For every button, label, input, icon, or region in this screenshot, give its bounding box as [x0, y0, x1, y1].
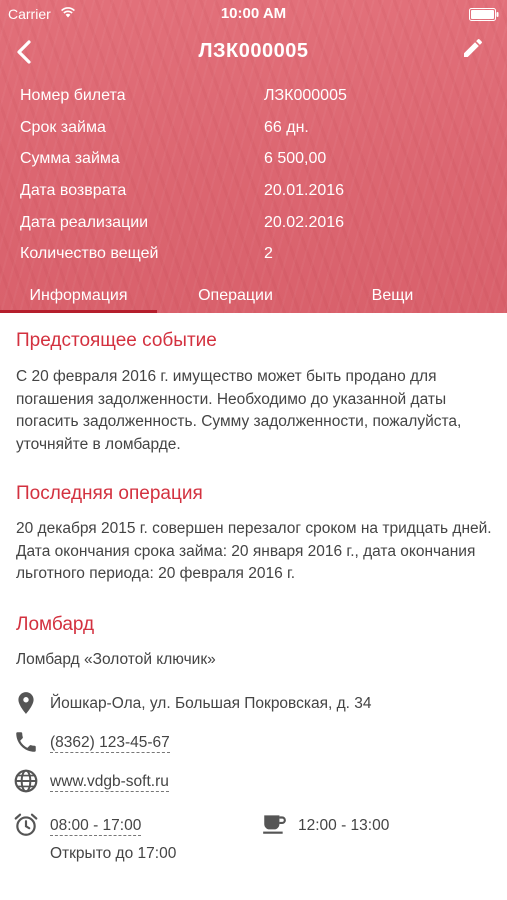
- lunch-break-hours: 12:00 - 13:00: [298, 817, 390, 834]
- detail-label: Дата возврата: [20, 182, 127, 200]
- status-time: 10:00 AM: [220, 5, 287, 22]
- tab-operations[interactable]: Операции: [198, 287, 273, 304]
- alarm-clock-icon: [13, 812, 39, 838]
- globe-icon: [13, 768, 39, 794]
- pawnshop-address: Йошкар-Ола, ул. Большая Покровская, д. 34: [50, 695, 372, 712]
- page-title: ЛЗК000005: [198, 40, 309, 62]
- phone-icon: [13, 729, 39, 755]
- detail-row-items-count: [20, 242, 490, 274]
- ticket-details: [20, 84, 490, 274]
- pawnshop-title: Ломбард: [16, 614, 95, 635]
- battery-icon: [469, 8, 499, 21]
- tab-items[interactable]: Вещи: [371, 287, 414, 304]
- ticket-header: [0, 0, 507, 313]
- detail-row-loan-term: [20, 116, 490, 148]
- selected-tab-indicator: [0, 310, 157, 313]
- detail-row-sale-date: [20, 211, 490, 243]
- detail-value: ЛЗК000005: [264, 87, 347, 104]
- detail-label: Дата реализации: [20, 213, 149, 231]
- location-pin-icon: [13, 690, 39, 716]
- detail-label: Количество вещей: [20, 245, 159, 263]
- detail-value: 66 дн.: [264, 118, 309, 136]
- pencil-icon[interactable]: [461, 36, 485, 60]
- detail-label: Сумма займа: [20, 150, 120, 168]
- detail-value: 20.01.2016: [264, 182, 345, 200]
- open-status: Открыто до 17:00: [50, 845, 177, 862]
- last-operation-text: 20 декабря 2015 г. совершен перезалог сроком на тридцать дней. Дата окончания срока займа: 20 января 2016 г., дата окончания льготного периода: 20 февраля 2016 г.: [16, 520, 492, 582]
- tab-information[interactable]: Информация: [29, 287, 128, 304]
- pawnshop-website-link[interactable]: www.vdgb-soft.ru: [50, 773, 169, 790]
- detail-row-ticket-number: [20, 84, 490, 116]
- carrier-label: Carrier: [8, 6, 51, 22]
- detail-value: 20.02.2016: [264, 213, 345, 231]
- detail-value: 6 500,00: [264, 150, 327, 168]
- detail-row-return-date: [20, 179, 490, 211]
- upcoming-event-title: Предстоящее событие: [16, 330, 217, 351]
- status-bar: [0, 0, 507, 28]
- detail-label: Номер билета: [20, 87, 126, 104]
- pawnshop-name: Ломбард «Золотой ключик»: [16, 651, 216, 668]
- detail-label: Срок займа: [20, 118, 106, 136]
- detail-value: 2: [264, 245, 273, 263]
- tab-bar: [0, 283, 507, 313]
- pawnshop-phone-link[interactable]: (8362) 123-45-67: [50, 734, 170, 751]
- detail-row-loan-amount: [20, 147, 490, 179]
- working-hours[interactable]: 08:00 - 17:00: [50, 817, 142, 834]
- last-operation-title: Последняя операция: [16, 483, 203, 504]
- coffee-cup-icon: [261, 811, 287, 837]
- upcoming-event-text: С 20 февраля 2016 г. имущество может быть продано для погашения задолженности. Необходимо до указанной даты погасить задолженность. Сумму задолженности, пожалуйста, уточняйте в ломбарде.: [16, 368, 462, 453]
